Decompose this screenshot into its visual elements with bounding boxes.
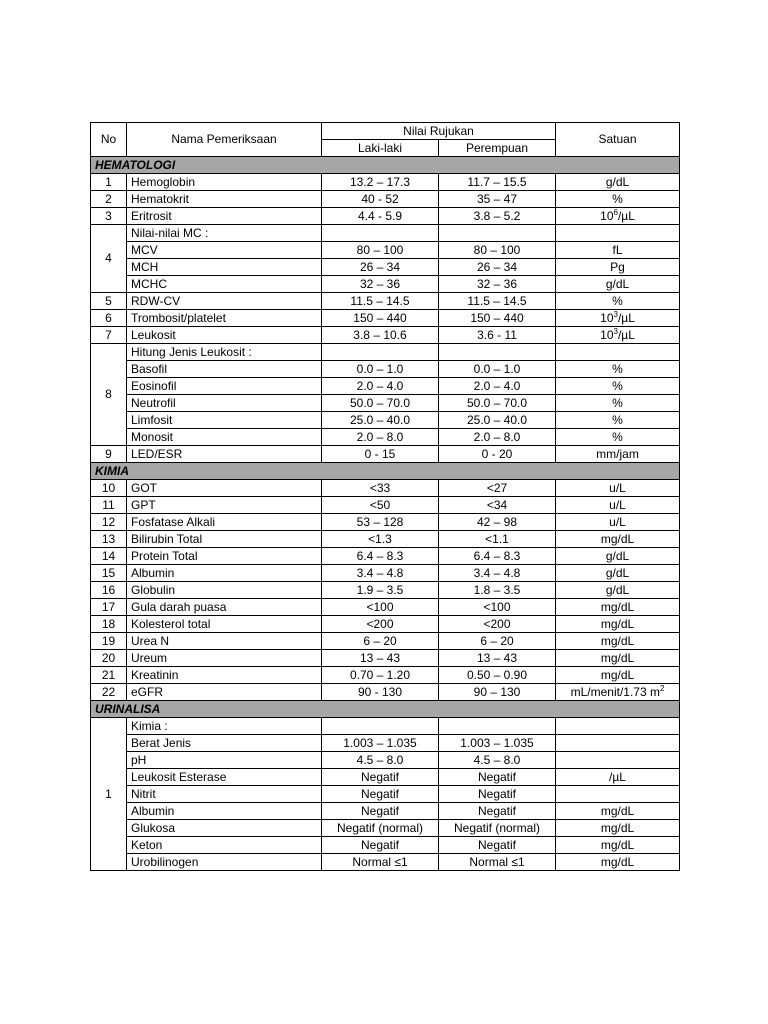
male-reference: <33: [322, 480, 439, 497]
table-row: [91, 548, 680, 565]
unit-text: mg/dL: [600, 616, 635, 631]
unit-cell: [556, 548, 680, 565]
unit-cell: [556, 446, 680, 463]
unit-cell: [556, 395, 680, 412]
row-number: 5: [91, 293, 127, 310]
section-title: KIMIA: [91, 463, 680, 480]
female-reference: 3.4 – 4.8: [439, 565, 556, 582]
table-row: [91, 735, 680, 752]
unit-tail: /µL: [617, 208, 635, 223]
female-reference: [439, 718, 556, 735]
table-row: [91, 446, 680, 463]
male-reference: 4.4 - 5.9: [322, 208, 439, 225]
table-row: [91, 769, 680, 786]
section-header-row: [91, 157, 680, 174]
unit-text: mg/dL: [600, 599, 635, 614]
unit-tail: /µL: [617, 327, 635, 342]
female-reference: <100: [439, 599, 556, 616]
male-reference: 3.8 – 10.6: [322, 327, 439, 344]
unit-exponent: 6: [613, 207, 618, 217]
row-number: 19: [91, 633, 127, 650]
unit-text: mg/dL: [600, 820, 635, 835]
section-header-row: [91, 701, 680, 718]
table-row: [91, 412, 680, 429]
section-title: URINALISA: [91, 701, 680, 718]
male-reference: Negatif: [322, 769, 439, 786]
section-header-row: [91, 463, 680, 480]
row-number: 8: [91, 344, 127, 446]
male-reference: 26 – 34: [322, 259, 439, 276]
male-reference: 90 - 130: [322, 684, 439, 701]
unit-cell: [556, 854, 680, 871]
row-number: 7: [91, 327, 127, 344]
row-number: 16: [91, 582, 127, 599]
female-reference: 0.50 – 0.90: [439, 667, 556, 684]
male-reference: Negatif: [322, 837, 439, 854]
male-reference: 0.70 – 1.20: [322, 667, 439, 684]
row-number: 22: [91, 684, 127, 701]
male-reference: Negatif (normal): [322, 820, 439, 837]
table-row: [91, 616, 680, 633]
section-title: HEMATOLOGI: [91, 157, 680, 174]
male-reference: 53 – 128: [322, 514, 439, 531]
row-number: 20: [91, 650, 127, 667]
female-reference: 1.8 – 3.5: [439, 582, 556, 599]
unit-text: mg/dL: [600, 854, 635, 869]
female-reference: 3.6 - 11: [439, 327, 556, 344]
unit-text: Pg: [610, 259, 625, 274]
female-reference: 35 – 47: [439, 191, 556, 208]
female-reference: Negatif: [439, 837, 556, 854]
unit-cell: [556, 480, 680, 497]
test-name: Ureum: [127, 650, 322, 667]
unit-cell: [556, 225, 680, 242]
header-row: [91, 123, 680, 140]
table-row: [91, 582, 680, 599]
test-name: Leukosit Esterase: [127, 769, 322, 786]
table-row: [91, 599, 680, 616]
table-row: [91, 429, 680, 446]
female-reference: 2.0 – 8.0: [439, 429, 556, 446]
table-row: [91, 514, 680, 531]
test-name: Hitung Jenis Leukosit :: [127, 344, 322, 361]
table-row: [91, 293, 680, 310]
table-row: [91, 497, 680, 514]
unit-cell: [556, 531, 680, 548]
row-number: 18: [91, 616, 127, 633]
test-name: Gula darah puasa: [127, 599, 322, 616]
test-name: Monosit: [127, 429, 322, 446]
unit-cell: [556, 361, 680, 378]
test-name: Hematokrit: [127, 191, 322, 208]
unit-text: %: [612, 429, 623, 444]
row-number: 15: [91, 565, 127, 582]
female-reference: 13 – 43: [439, 650, 556, 667]
female-reference: <34: [439, 497, 556, 514]
test-name: Leukosit: [127, 327, 322, 344]
unit-text: g/dL: [605, 548, 630, 563]
unit-text: %: [612, 395, 623, 410]
male-reference: 1.003 – 1.035: [322, 735, 439, 752]
unit-cell: [556, 684, 680, 701]
male-reference: 80 – 100: [322, 242, 439, 259]
test-name: LED/ESR: [127, 446, 322, 463]
unit-text: %: [612, 191, 623, 206]
female-reference: 6.4 – 8.3: [439, 548, 556, 565]
male-reference: 13 – 43: [322, 650, 439, 667]
table-row: [91, 820, 680, 837]
table-row: [91, 327, 680, 344]
unit-text: mg/dL: [600, 667, 635, 682]
unit-text: %: [612, 378, 623, 393]
table-row: [91, 259, 680, 276]
male-reference: 0 - 15: [322, 446, 439, 463]
unit-text: %: [612, 361, 623, 376]
female-reference: 50.0 – 70.0: [439, 395, 556, 412]
female-reference: [439, 344, 556, 361]
female-reference: 90 – 130: [439, 684, 556, 701]
row-number: 6: [91, 310, 127, 327]
test-name: Urea N: [127, 633, 322, 650]
table-row: [91, 752, 680, 769]
table-row: [91, 667, 680, 684]
test-name: Urobilinogen: [127, 854, 322, 871]
unit-cell: [556, 616, 680, 633]
table-row: [91, 531, 680, 548]
unit-cell: [556, 582, 680, 599]
unit-exponent: 3: [613, 326, 618, 336]
table-row: [91, 684, 680, 701]
table-row: [91, 310, 680, 327]
female-reference: Normal ≤1: [439, 854, 556, 871]
table-row: [91, 344, 680, 361]
female-reference: [439, 225, 556, 242]
unit-text: /µL: [609, 769, 626, 784]
female-reference: 4.5 – 8.0: [439, 752, 556, 769]
female-reference: <1.1: [439, 531, 556, 548]
female-reference: 11.5 – 14.5: [439, 293, 556, 310]
test-name: Berat Jenis: [127, 735, 322, 752]
unit-cell: [556, 718, 680, 735]
test-name: Limfosit: [127, 412, 322, 429]
female-reference: 2.0 – 4.0: [439, 378, 556, 395]
table-row: [91, 174, 680, 191]
unit-cell: [556, 769, 680, 786]
test-name: Glukosa: [127, 820, 322, 837]
unit-text: %: [612, 293, 623, 308]
unit-text: u/L: [609, 480, 626, 495]
female-reference: <200: [439, 616, 556, 633]
male-reference: 6.4 – 8.3: [322, 548, 439, 565]
female-reference: 150 – 440: [439, 310, 556, 327]
table-row: [91, 718, 680, 735]
female-reference: Negatif: [439, 803, 556, 820]
unit-cell: [556, 650, 680, 667]
test-name: Albumin: [127, 803, 322, 820]
unit-cell: [556, 565, 680, 582]
test-name: Nitrit: [127, 786, 322, 803]
unit-text: g/dL: [605, 582, 630, 597]
unit-text: 10: [600, 208, 614, 223]
row-number: 3: [91, 208, 127, 225]
female-reference: 0.0 – 1.0: [439, 361, 556, 378]
test-name: Trombosit/platelet: [127, 310, 322, 327]
table-row: [91, 633, 680, 650]
test-name: GPT: [127, 497, 322, 514]
female-reference: 26 – 34: [439, 259, 556, 276]
male-reference: <200: [322, 616, 439, 633]
unit-text: mg/dL: [600, 531, 635, 546]
unit-cell: [556, 293, 680, 310]
unit-exponent: 3: [613, 309, 618, 319]
male-reference: 13.2 – 17.3: [322, 174, 439, 191]
male-reference: 3.4 – 4.8: [322, 565, 439, 582]
unit-cell: [556, 412, 680, 429]
table-row: [91, 191, 680, 208]
test-name: Kolesterol total: [127, 616, 322, 633]
unit-cell: [556, 310, 680, 327]
male-reference: 150 – 440: [322, 310, 439, 327]
unit-cell: [556, 786, 680, 803]
unit-text: 10: [600, 310, 614, 325]
unit-text: mm/jam: [596, 446, 639, 461]
table-row: [91, 786, 680, 803]
header-unit: Satuan: [556, 123, 680, 157]
male-reference: [322, 344, 439, 361]
unit-cell: [556, 667, 680, 684]
unit-cell: [556, 174, 680, 191]
female-reference: 32 – 36: [439, 276, 556, 293]
test-name: Eritrosit: [127, 208, 322, 225]
table-row: [91, 378, 680, 395]
unit-text: g/dL: [605, 276, 630, 291]
test-name: RDW-CV: [127, 293, 322, 310]
unit-cell: [556, 803, 680, 820]
unit-text: mL/menit/1.73 m: [570, 684, 660, 699]
row-number: 14: [91, 548, 127, 565]
table-row: [91, 242, 680, 259]
male-reference: <50: [322, 497, 439, 514]
row-number: 17: [91, 599, 127, 616]
test-name: MCHC: [127, 276, 322, 293]
unit-cell: [556, 344, 680, 361]
table-row: [91, 276, 680, 293]
unit-cell: [556, 633, 680, 650]
unit-cell: [556, 820, 680, 837]
test-name: pH: [127, 752, 322, 769]
male-reference: Negatif: [322, 803, 439, 820]
unit-cell: [556, 735, 680, 752]
test-name: Hemoglobin: [127, 174, 322, 191]
unit-cell: [556, 259, 680, 276]
unit-cell: [556, 191, 680, 208]
male-reference: 25.0 – 40.0: [322, 412, 439, 429]
table-row: [91, 361, 680, 378]
female-reference: 0 - 20: [439, 446, 556, 463]
female-reference: Negatif: [439, 769, 556, 786]
unit-text: %: [612, 412, 623, 427]
unit-text: g/dL: [605, 174, 630, 189]
male-reference: Negatif: [322, 786, 439, 803]
row-number: 9: [91, 446, 127, 463]
male-reference: <1.3: [322, 531, 439, 548]
female-reference: <27: [439, 480, 556, 497]
test-name: Eosinofil: [127, 378, 322, 395]
table-row: [91, 650, 680, 667]
row-number: 13: [91, 531, 127, 548]
male-reference: <100: [322, 599, 439, 616]
unit-cell: [556, 497, 680, 514]
reference-values-table: [90, 122, 680, 871]
test-name: Bilirubin Total: [127, 531, 322, 548]
female-reference: 11.7 – 15.5: [439, 174, 556, 191]
male-reference: 50.0 – 70.0: [322, 395, 439, 412]
male-reference: 2.0 – 4.0: [322, 378, 439, 395]
female-reference: 42 – 98: [439, 514, 556, 531]
table-row: [91, 803, 680, 820]
test-name: eGFR: [127, 684, 322, 701]
test-name: Neutrofil: [127, 395, 322, 412]
unit-cell: [556, 378, 680, 395]
table-row: [91, 837, 680, 854]
female-reference: 1.003 – 1.035: [439, 735, 556, 752]
unit-cell: [556, 599, 680, 616]
male-reference: 4.5 – 8.0: [322, 752, 439, 769]
male-reference: 40 - 52: [322, 191, 439, 208]
female-reference: 25.0 – 40.0: [439, 412, 556, 429]
header-no: No: [91, 123, 127, 157]
header-male: Laki-laki: [322, 140, 439, 157]
table-row: [91, 208, 680, 225]
test-name: Kreatinin: [127, 667, 322, 684]
test-name: GOT: [127, 480, 322, 497]
test-name: Keton: [127, 837, 322, 854]
male-reference: 6 – 20: [322, 633, 439, 650]
table-row: [91, 565, 680, 582]
female-reference: 3.8 – 5.2: [439, 208, 556, 225]
unit-cell: [556, 837, 680, 854]
female-reference: 6 – 20: [439, 633, 556, 650]
unit-text: u/L: [609, 497, 626, 512]
test-name: Globulin: [127, 582, 322, 599]
male-reference: 11.5 – 14.5: [322, 293, 439, 310]
table-row: [91, 225, 680, 242]
unit-text: g/dL: [605, 565, 630, 580]
row-number: 10: [91, 480, 127, 497]
test-name: Protein Total: [127, 548, 322, 565]
row-number: 2: [91, 191, 127, 208]
female-reference: Negatif: [439, 786, 556, 803]
unit-cell: [556, 429, 680, 446]
male-reference: 32 – 36: [322, 276, 439, 293]
row-number: 21: [91, 667, 127, 684]
header-female: Perempuan: [439, 140, 556, 157]
male-reference: Normal ≤1: [322, 854, 439, 871]
unit-cell: [556, 752, 680, 769]
row-number: 1: [91, 718, 127, 871]
unit-text: u/L: [609, 514, 626, 529]
table-row: [91, 395, 680, 412]
row-number: 11: [91, 497, 127, 514]
male-reference: [322, 225, 439, 242]
unit-cell: [556, 276, 680, 293]
test-name: Basofil: [127, 361, 322, 378]
female-reference: 80 – 100: [439, 242, 556, 259]
table-row: [91, 480, 680, 497]
female-reference: Negatif (normal): [439, 820, 556, 837]
male-reference: 2.0 – 8.0: [322, 429, 439, 446]
unit-text: mg/dL: [600, 650, 635, 665]
unit-text: mg/dL: [600, 837, 635, 852]
male-reference: 0.0 – 1.0: [322, 361, 439, 378]
table-row: [91, 854, 680, 871]
unit-text: mg/dL: [600, 803, 635, 818]
row-number: 12: [91, 514, 127, 531]
row-number: 1: [91, 174, 127, 191]
test-name: MCV: [127, 242, 322, 259]
header-reference: Nilai Rujukan: [322, 123, 556, 140]
test-name: Albumin: [127, 565, 322, 582]
header-name: Nama Pemeriksaan: [127, 123, 322, 157]
unit-cell: [556, 327, 680, 344]
unit-tail: /µL: [617, 310, 635, 325]
unit-text: fL: [612, 242, 623, 257]
unit-text: mg/dL: [600, 633, 635, 648]
row-number: 4: [91, 225, 127, 293]
test-name: Nilai-nilai MC :: [127, 225, 322, 242]
male-reference: 1.9 – 3.5: [322, 582, 439, 599]
test-name: Fosfatase Alkali: [127, 514, 322, 531]
table-body: [91, 123, 680, 871]
unit-text: 10: [600, 327, 614, 342]
male-reference: [322, 718, 439, 735]
unit-cell: [556, 208, 680, 225]
unit-cell: [556, 242, 680, 259]
test-name: Kimia :: [127, 718, 322, 735]
unit-exponent: 2: [659, 683, 665, 693]
unit-cell: [556, 514, 680, 531]
test-name: MCH: [127, 259, 322, 276]
